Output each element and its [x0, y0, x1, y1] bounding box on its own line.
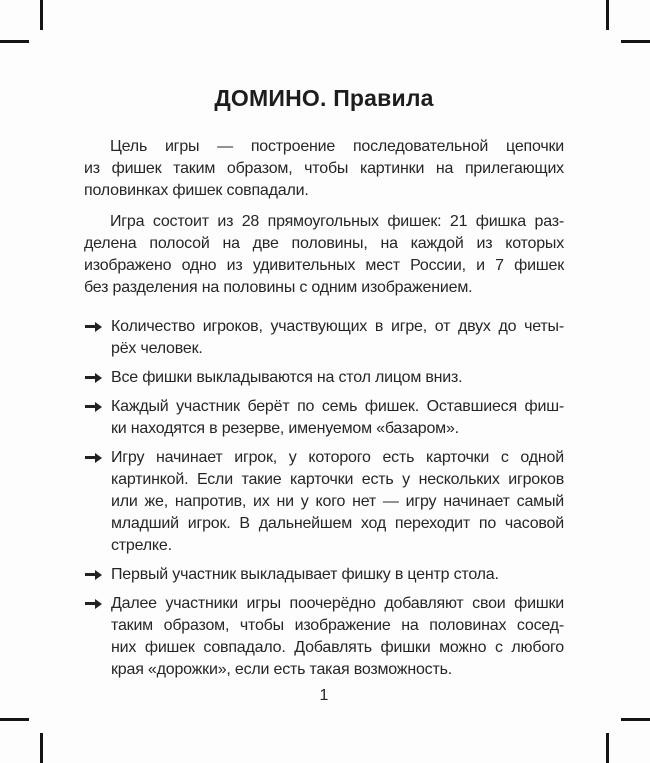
text-line: младший игрок. В дальнейшем ход переходит по часовой [111, 515, 564, 532]
crop-mark-bottom-left-vertical [40, 733, 43, 763]
text-line: Игру начинает игрок, у которого есть карточки с одной [111, 449, 564, 466]
text-line: Далее участники игры поочерёдно добавляют свои фишки [111, 595, 564, 612]
text-line: без разделения на половины с одним изображением. [84, 279, 473, 296]
list-item [84, 447, 564, 557]
arrow-bullet-icon [85, 456, 96, 459]
paragraph [84, 211, 564, 299]
text-line: стрелке. [111, 537, 172, 554]
list-item-text [111, 593, 564, 681]
text-line: Каждый участник берёт по семь фишек. Оставшиеся фиш- [111, 398, 564, 415]
text-line: или же, напротив, их ни у кого нет — игру начинает самый [111, 493, 564, 510]
content-column [84, 0, 564, 707]
text-line: изображено одно из удивительных мест России, и 7 фишек [84, 257, 564, 274]
crop-mark-bottom-left-horizontal [0, 718, 29, 721]
list-item [84, 564, 564, 586]
text-line: таким образом, чтобы изображение на половинах сосед- [111, 617, 564, 634]
paragraphs [84, 136, 564, 299]
page-number: 1 [319, 687, 329, 704]
bullet-list [84, 316, 564, 681]
text-line: Первый участник выкладывает фишку в центр стола. [111, 566, 499, 583]
list-item-text [111, 447, 564, 557]
crop-mark-top-right-horizontal [621, 40, 650, 43]
text-line: Все фишки выкладываются на стол лицом вниз. [111, 369, 463, 386]
arrow-bullet-icon [85, 602, 96, 605]
list-item [84, 316, 564, 360]
list-item-text [111, 564, 564, 586]
crop-mark-bottom-right-vertical [606, 733, 609, 763]
crop-mark-top-left-horizontal [0, 40, 29, 43]
text-line: из фишек таким образом, чтобы картинки на прилегающих [84, 160, 564, 177]
page-title: ДОМИНО. Правила [214, 85, 434, 111]
arrow-bullet-icon [85, 405, 96, 408]
text-line: делена полосой на две половины, на каждой из которых [84, 235, 564, 252]
crop-mark-top-right-vertical [606, 0, 609, 30]
text-line: рёх человек. [111, 340, 203, 357]
text-line: них фишек совпадало. Добавлять фишки можно с любого [111, 639, 564, 656]
text-line: края «дорожки», если есть такая возможность. [111, 661, 452, 678]
text-line: Количество игроков, участвующих в игре, от двух до четы- [111, 318, 564, 335]
list-item [84, 593, 564, 681]
list-item-text [111, 396, 564, 440]
crop-mark-top-left-vertical [40, 0, 43, 30]
paragraph [84, 136, 564, 202]
text-line: Цель игры — построение последовательной цепочки [110, 138, 564, 155]
list-item [84, 367, 564, 389]
arrow-bullet-icon [85, 325, 96, 328]
arrow-bullet-icon [85, 376, 96, 379]
list-item-text [111, 367, 564, 389]
crop-mark-bottom-right-horizontal [621, 718, 650, 721]
list-item-text [111, 316, 564, 360]
text-line: картинкой. Если такие карточки есть у нескольких игроков [111, 471, 564, 488]
text-line: Игра состоит из 28 прямоугольных фишек: 21 фишка раз- [110, 213, 564, 230]
text-line: ки находятся в резерве, именуемом «базаром». [111, 420, 459, 437]
text-line: половинках фишек совпадали. [84, 182, 309, 199]
arrow-bullet-icon [85, 573, 96, 576]
list-item [84, 396, 564, 440]
